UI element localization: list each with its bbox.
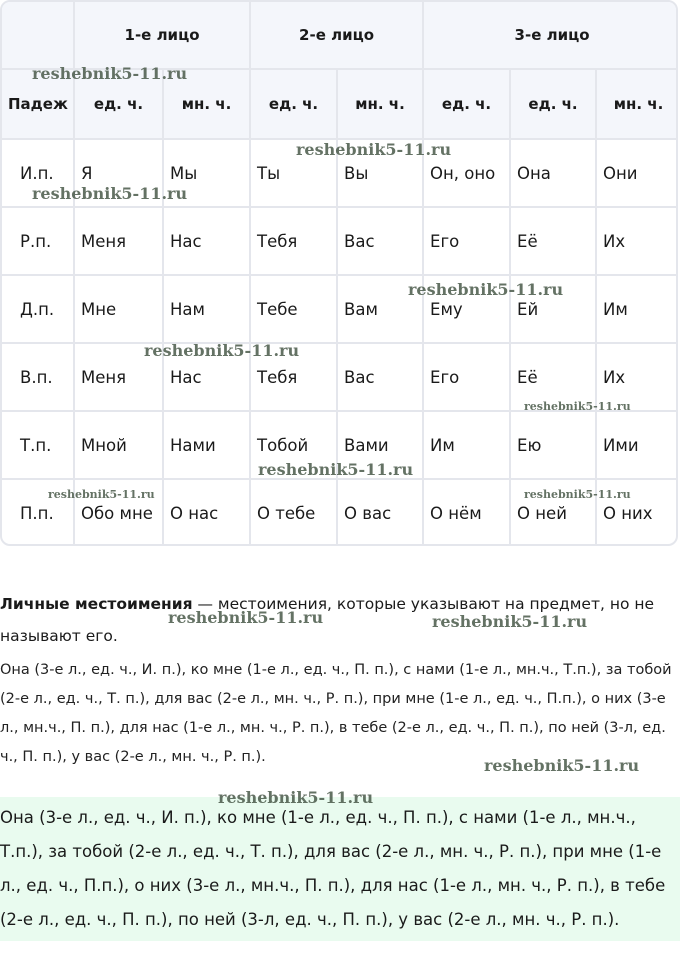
- header-number: ед. ч.: [74, 69, 163, 139]
- pronoun-cell: О них: [596, 479, 678, 546]
- pronoun-cell: Ею: [510, 411, 596, 479]
- pronoun-cell: Обо мне: [74, 479, 163, 546]
- header-number: ед. ч.: [250, 69, 337, 139]
- watermark: reshebnik5-11.ru: [48, 488, 155, 501]
- watermark: reshebnik5-11.ru: [408, 280, 564, 299]
- pronoun-cell: Она: [510, 139, 596, 207]
- case-cell: Т.п.: [1, 411, 74, 479]
- pronoun-cell: Мне: [74, 275, 163, 343]
- header-number: мн. ч.: [596, 69, 678, 139]
- pronoun-cell: О нас: [163, 479, 250, 546]
- pronoun-cell: Вам: [337, 275, 423, 343]
- watermark: reshebnik5-11.ru: [524, 400, 631, 413]
- pronoun-cell: Им: [596, 275, 678, 343]
- pronoun-cell: Он, оно: [423, 139, 510, 207]
- pronoun-cell: Тебе: [250, 275, 337, 343]
- pronoun-cell: Её: [510, 343, 596, 411]
- table-row: [1, 275, 678, 343]
- pronoun-cell: Их: [596, 207, 678, 275]
- pronoun-cell: Его: [423, 207, 510, 275]
- pronoun-cell: Её: [510, 207, 596, 275]
- watermark: reshebnik5-11.ru: [296, 140, 452, 159]
- case-cell: Р.п.: [1, 207, 74, 275]
- pronoun-cell: О вас: [337, 479, 423, 546]
- watermark: reshebnik5-11.ru: [144, 341, 300, 360]
- case-cell: И.п.: [1, 139, 74, 207]
- watermark: reshebnik5-11.ru: [168, 608, 324, 627]
- answer-text: Она (3-е л., ед. ч., И. п.), ко мне (1-е л., ед. ч., П. п.), с нами (1-е л., мн.ч., Т.п.), за тобой (2-е л., ед. ч., Т. п.), для вас (2-е л., мн. ч., Р. п.), при мне (1-е л., ед. ч., П.п.), о них (3-е л., мн.ч., П. п.), для нас (1-е л., мн. ч., Р. п.), в тебе (2-е л., ед. ч., П. п.), по ней (3-л, ед. ч., П. п.), у вас (2-е л., мн. ч., Р. п.).: [0, 808, 666, 929]
- pronoun-cell: Тебя: [250, 343, 337, 411]
- watermark: reshebnik5-11.ru: [32, 184, 188, 203]
- watermark: reshebnik5-11.ru: [432, 612, 588, 631]
- header-number: мн. ч.: [337, 69, 423, 139]
- task-text: Она (3-е л., ед. ч., И. п.), ко мне (1-е л., ед. ч., П. п.), с нами (1-е л., мн.ч., Т.п.), за тобой (2-е л., ед. ч., Т. п.), для вас (2-е л., мн. ч., Р. п.), при мне (1-е л., ед. ч., П.п.), о них (3-е л., мн.ч., П. п.), для нас (1-е л., мн. ч., Р. п.), в тебе (2-е л., ед. ч., П. п.), по ней (3-л, ед. ч., П. п.), у вас (2-е л., мн. ч., Р. п.).: [0, 662, 672, 765]
- header-number: ед. ч.: [423, 69, 510, 139]
- pronoun-cell: Они: [596, 139, 678, 207]
- pronoun-cell: Я: [74, 139, 163, 207]
- pronoun-cell: Вы: [337, 139, 423, 207]
- pronoun-cell: О тебе: [250, 479, 337, 546]
- case-cell: Д.п.: [1, 275, 74, 343]
- header-number: мн. ч.: [163, 69, 250, 139]
- pronoun-cell: Нас: [163, 343, 250, 411]
- pronoun-cell: Меня: [74, 343, 163, 411]
- pronoun-cell: О ней: [510, 479, 596, 546]
- header-person1: 1-е лицо: [74, 1, 250, 69]
- case-cell: В.п.: [1, 343, 74, 411]
- header-number: ед. ч.: [510, 69, 596, 139]
- watermark: reshebnik5-11.ru: [218, 788, 374, 807]
- definition-text: — местоимения, которые указывают на предмет, но не называют его.: [0, 595, 655, 645]
- answer-block: [0, 797, 680, 941]
- pronoun-cell: Его: [423, 343, 510, 411]
- pronoun-cell: Вами: [337, 411, 423, 479]
- pronoun-cell: Ты: [250, 139, 337, 207]
- pronoun-cell: Ему: [423, 275, 510, 343]
- pronoun-cell: Им: [423, 411, 510, 479]
- watermark: reshebnik5-11.ru: [484, 756, 640, 775]
- watermark: reshebnik5-11.ru: [258, 460, 414, 479]
- table-row: [1, 207, 678, 275]
- pronoun-cell: Тебя: [250, 207, 337, 275]
- pronoun-cell: Нам: [163, 275, 250, 343]
- header-row-persons: [1, 1, 678, 69]
- header-person3: 3-е лицо: [423, 1, 678, 69]
- case-cell: П.п.: [1, 479, 74, 546]
- pronoun-cell: О нём: [423, 479, 510, 546]
- pronoun-cell: Тобой: [250, 411, 337, 479]
- pronoun-cell: Вас: [337, 207, 423, 275]
- pronoun-cell: Их: [596, 343, 678, 411]
- pronoun-cell: Ими: [596, 411, 678, 479]
- pronoun-cell: Мы: [163, 139, 250, 207]
- watermark: reshebnik5-11.ru: [524, 488, 631, 501]
- header-person2: 2-е лицо: [250, 1, 423, 69]
- header-case: Падеж: [1, 69, 74, 139]
- header-empty-cell: [1, 1, 74, 69]
- pronoun-cell: Нами: [163, 411, 250, 479]
- watermark: reshebnik5-11.ru: [32, 64, 188, 83]
- pronoun-cell: Мной: [74, 411, 163, 479]
- pronoun-cell: Меня: [74, 207, 163, 275]
- pronoun-cell: Нас: [163, 207, 250, 275]
- definition-term: Личные местоимения: [0, 595, 193, 613]
- pronoun-cell: Ей: [510, 275, 596, 343]
- pronoun-cell: Вас: [337, 343, 423, 411]
